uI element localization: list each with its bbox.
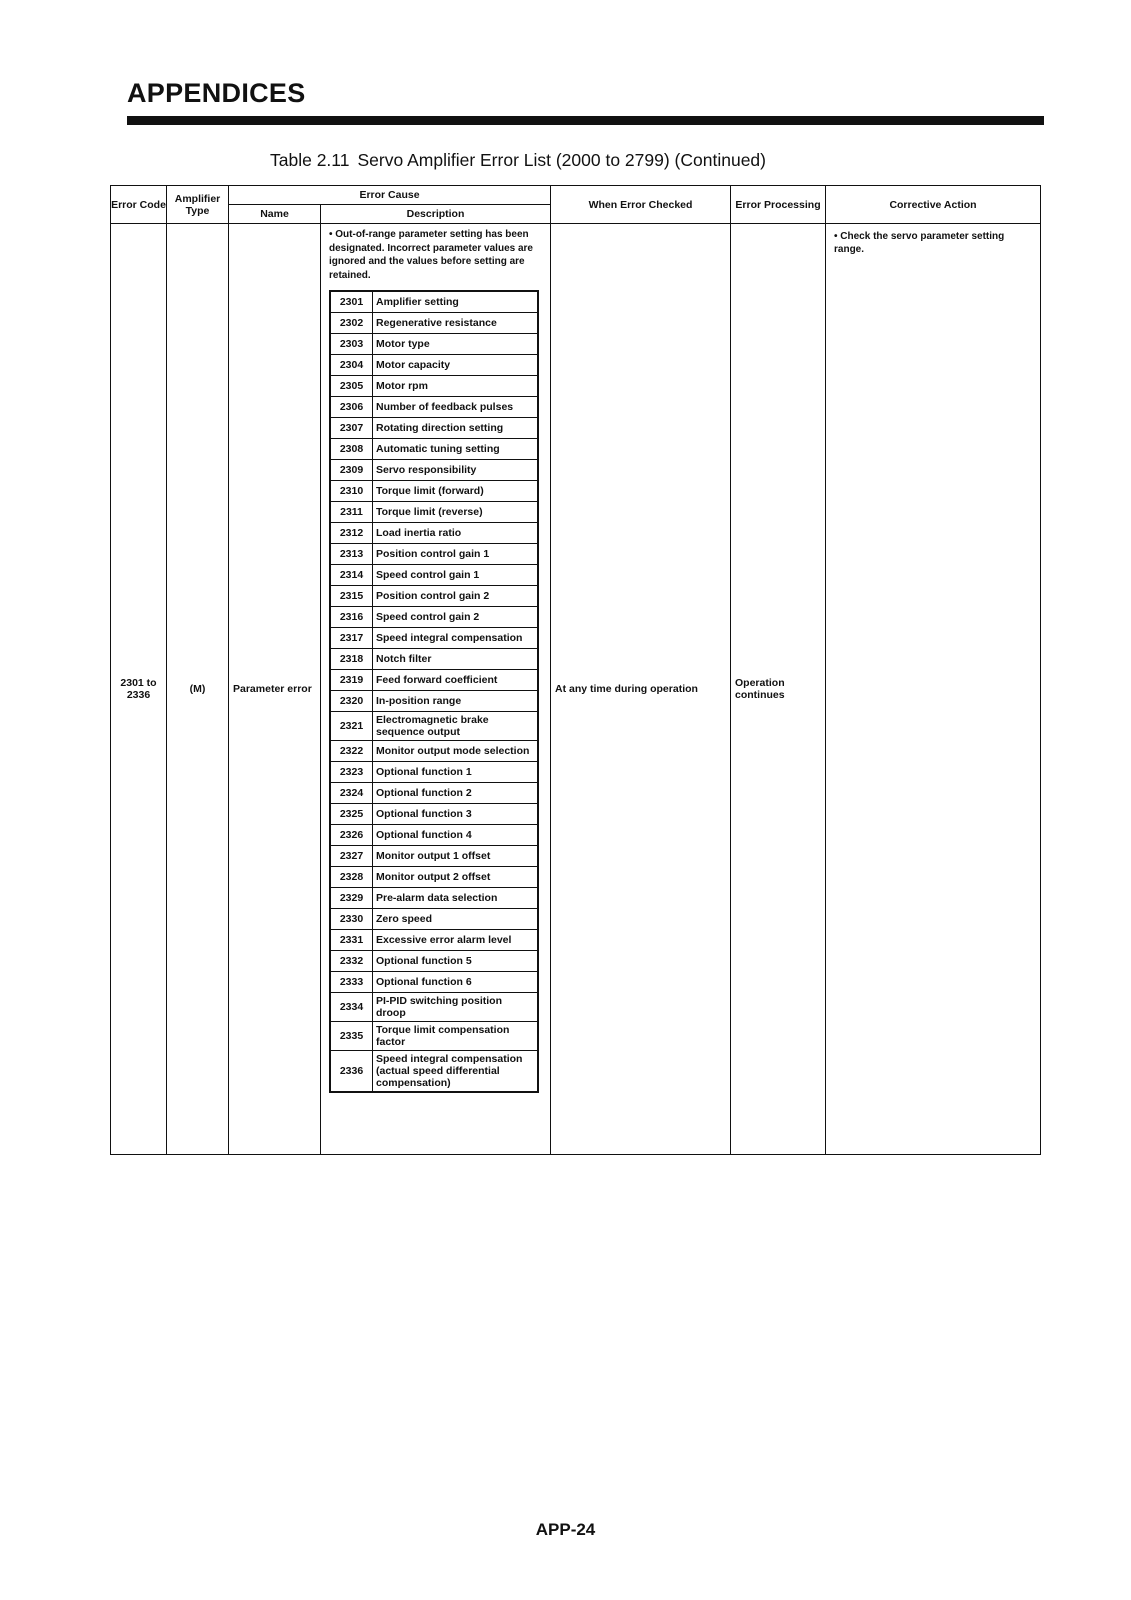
sub-name: Electromagnetic brake sequence output bbox=[373, 712, 539, 741]
sub-name: Monitor output 2 offset bbox=[373, 867, 539, 888]
sub-table-row bbox=[330, 628, 538, 649]
sub-table-row bbox=[330, 846, 538, 867]
sub-name: Optional function 2 bbox=[373, 783, 539, 804]
sub-name: Feed forward coefficient bbox=[373, 670, 539, 691]
sub-table-row bbox=[330, 783, 538, 804]
sub-table-row bbox=[330, 691, 538, 712]
sub-code: 2304 bbox=[330, 355, 373, 376]
table-title: Servo Amplifier Error List (2000 to 2799) (Continued) bbox=[357, 150, 766, 170]
cell-amplifier-type: (M) bbox=[167, 224, 229, 1155]
sub-name: In-position range bbox=[373, 691, 539, 712]
sub-code: 2326 bbox=[330, 825, 373, 846]
col-name: Name bbox=[229, 205, 321, 224]
description-text: • Out-of-range parameter setting has been designated. Incorrect parameter values are ignored and the values before setting are retained. bbox=[329, 229, 533, 281]
sub-code: 2325 bbox=[330, 804, 373, 825]
sub-name: Regenerative resistance bbox=[373, 313, 539, 334]
col-amplifier-type: Amplifier Type bbox=[167, 186, 229, 224]
col-error-cause: Error Cause bbox=[229, 186, 551, 205]
sub-table-row bbox=[330, 1051, 538, 1093]
sub-table-row bbox=[330, 397, 538, 418]
col-description: Description bbox=[321, 205, 551, 224]
sub-table-row bbox=[330, 439, 538, 460]
table-row bbox=[111, 224, 1041, 1155]
sub-name: Zero speed bbox=[373, 909, 539, 930]
sub-name: Number of feedback pulses bbox=[373, 397, 539, 418]
sub-name: Speed control gain 2 bbox=[373, 607, 539, 628]
sub-code: 2302 bbox=[330, 313, 373, 334]
sub-name: Motor capacity bbox=[373, 355, 539, 376]
sub-code: 2316 bbox=[330, 607, 373, 628]
sub-table-row bbox=[330, 355, 538, 376]
col-error-code: Error Code bbox=[111, 186, 167, 224]
sub-table-row bbox=[330, 565, 538, 586]
sub-code: 2331 bbox=[330, 930, 373, 951]
sub-name: Speed control gain 1 bbox=[373, 565, 539, 586]
sub-table-row bbox=[330, 649, 538, 670]
sub-table-row bbox=[330, 741, 538, 762]
sub-code: 2306 bbox=[330, 397, 373, 418]
sub-table-row bbox=[330, 607, 538, 628]
sub-table-row bbox=[330, 481, 538, 502]
sub-code: 2336 bbox=[330, 1051, 373, 1093]
sub-code: 2334 bbox=[330, 993, 373, 1022]
sub-table-row bbox=[330, 825, 538, 846]
sub-code: 2323 bbox=[330, 762, 373, 783]
sub-code: 2312 bbox=[330, 523, 373, 544]
sub-code: 2333 bbox=[330, 972, 373, 993]
sub-name: Excessive error alarm level bbox=[373, 930, 539, 951]
cell-name: Parameter error bbox=[229, 224, 321, 1155]
sub-code: 2322 bbox=[330, 741, 373, 762]
sub-code: 2315 bbox=[330, 586, 373, 607]
sub-table-row bbox=[330, 334, 538, 355]
sub-code: 2318 bbox=[330, 649, 373, 670]
sub-code: 2311 bbox=[330, 502, 373, 523]
sub-code: 2308 bbox=[330, 439, 373, 460]
cell-description bbox=[321, 224, 551, 1155]
sub-code: 2335 bbox=[330, 1022, 373, 1051]
sub-table-row bbox=[330, 972, 538, 993]
sub-name: Speed integral compensation bbox=[373, 628, 539, 649]
cell-when-checked: At any time during operation bbox=[551, 224, 731, 1155]
sub-table-row bbox=[330, 1022, 538, 1051]
sub-code: 2309 bbox=[330, 460, 373, 481]
sub-name: Torque limit (reverse) bbox=[373, 502, 539, 523]
sub-code: 2321 bbox=[330, 712, 373, 741]
table-number: Table 2.11 bbox=[270, 150, 350, 170]
sub-name: Torque limit (forward) bbox=[373, 481, 539, 502]
col-error-processing: Error Processing bbox=[731, 186, 826, 224]
sub-table-row bbox=[330, 888, 538, 909]
sub-code: 2330 bbox=[330, 909, 373, 930]
parameter-sub-table bbox=[329, 290, 539, 1093]
cell-corrective-action: • Check the servo parameter setting range. bbox=[826, 224, 1041, 1155]
sub-name: Torque limit compensation factor bbox=[373, 1022, 539, 1051]
sub-code: 2307 bbox=[330, 418, 373, 439]
sub-table-row bbox=[330, 544, 538, 565]
sub-table-row bbox=[330, 930, 538, 951]
sub-code: 2314 bbox=[330, 565, 373, 586]
sub-table-row bbox=[330, 460, 538, 481]
sub-table-row bbox=[330, 376, 538, 397]
sub-name: Pre-alarm data selection bbox=[373, 888, 539, 909]
sub-table-row bbox=[330, 418, 538, 439]
sub-name: Speed integral compensation (actual speed differential compensation) bbox=[373, 1051, 539, 1093]
sub-table-row bbox=[330, 804, 538, 825]
sub-name: Optional function 6 bbox=[373, 972, 539, 993]
sub-name: Amplifier setting bbox=[373, 291, 539, 313]
sub-table-row bbox=[330, 993, 538, 1022]
sub-code: 2303 bbox=[330, 334, 373, 355]
col-corrective-action: Corrective Action bbox=[826, 186, 1041, 224]
sub-table-row bbox=[330, 523, 538, 544]
sub-code: 2301 bbox=[330, 291, 373, 313]
sub-table-row bbox=[330, 909, 538, 930]
sub-table-row bbox=[330, 502, 538, 523]
sub-table-row bbox=[330, 291, 538, 313]
sub-table-row bbox=[330, 762, 538, 783]
sub-name: Servo responsibility bbox=[373, 460, 539, 481]
sub-name: Optional function 5 bbox=[373, 951, 539, 972]
sub-name: Monitor output 1 offset bbox=[373, 846, 539, 867]
sub-code: 2305 bbox=[330, 376, 373, 397]
sub-name: Notch filter bbox=[373, 649, 539, 670]
sub-name: Optional function 3 bbox=[373, 804, 539, 825]
sub-code: 2310 bbox=[330, 481, 373, 502]
sub-code: 2313 bbox=[330, 544, 373, 565]
sub-name: Load inertia ratio bbox=[373, 523, 539, 544]
error-list-table bbox=[110, 185, 1041, 1155]
sub-table-row bbox=[330, 313, 538, 334]
sub-code: 2332 bbox=[330, 951, 373, 972]
sub-code: 2317 bbox=[330, 628, 373, 649]
sub-table-row bbox=[330, 586, 538, 607]
sub-code: 2329 bbox=[330, 888, 373, 909]
table-caption bbox=[270, 150, 766, 171]
sub-code: 2328 bbox=[330, 867, 373, 888]
sub-table-row bbox=[330, 951, 538, 972]
heading-rule bbox=[127, 116, 1044, 125]
page-number: APP-24 bbox=[535, 1520, 596, 1539]
sub-code: 2320 bbox=[330, 691, 373, 712]
page-heading: APPENDICES bbox=[127, 78, 306, 108]
sub-name: Optional function 1 bbox=[373, 762, 539, 783]
col-when-checked: When Error Checked bbox=[551, 186, 731, 224]
sub-name: Position control gain 2 bbox=[373, 586, 539, 607]
cell-error-code: 2301 to 2336 bbox=[111, 224, 167, 1155]
sub-table-row bbox=[330, 867, 538, 888]
cell-error-processing: Operation continues bbox=[731, 224, 826, 1155]
sub-table-row bbox=[330, 712, 538, 741]
sub-code: 2324 bbox=[330, 783, 373, 804]
sub-name: Optional function 4 bbox=[373, 825, 539, 846]
sub-name: Motor type bbox=[373, 334, 539, 355]
sub-name: Automatic tuning setting bbox=[373, 439, 539, 460]
sub-code: 2319 bbox=[330, 670, 373, 691]
sub-name: PI-PID switching position droop bbox=[373, 993, 539, 1022]
sub-name: Rotating direction setting bbox=[373, 418, 539, 439]
sub-table-row bbox=[330, 670, 538, 691]
sub-name: Motor rpm bbox=[373, 376, 539, 397]
sub-code: 2327 bbox=[330, 846, 373, 867]
sub-name: Monitor output mode selection bbox=[373, 741, 539, 762]
sub-name: Position control gain 1 bbox=[373, 544, 539, 565]
